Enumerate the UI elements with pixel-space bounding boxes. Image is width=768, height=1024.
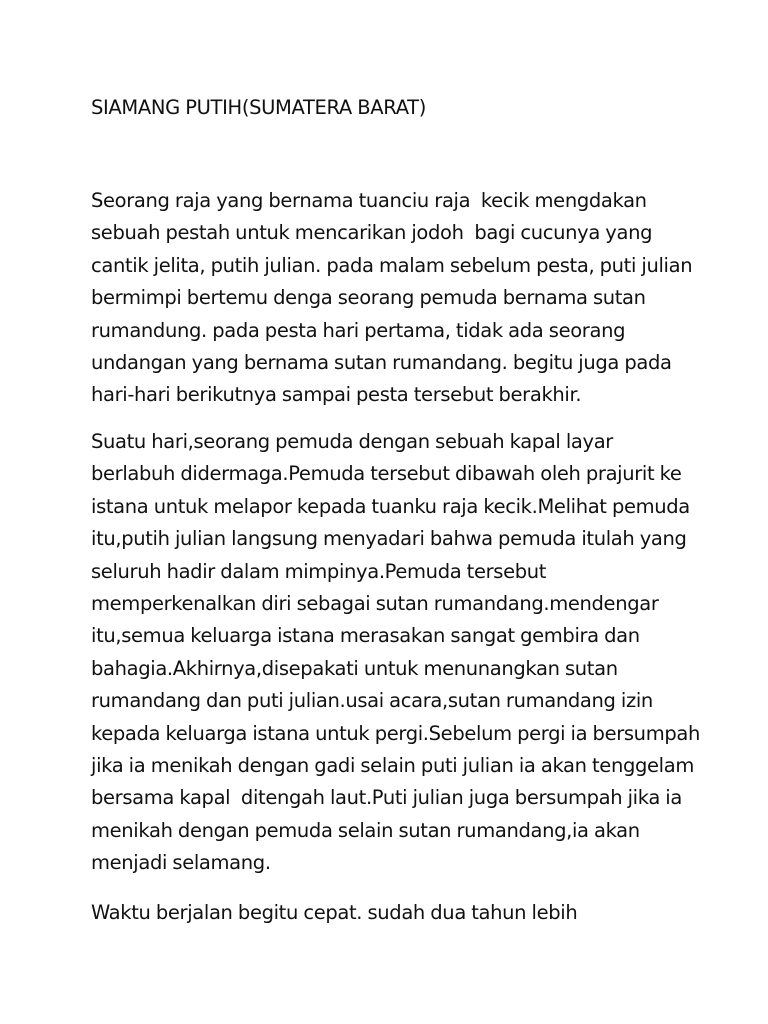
text-line: menikah dengan pemuda selain sutan rumandang,ia akan [91, 818, 640, 842]
text-line: memperkenalkan diri sebagai sutan rumandang.mendengar [91, 592, 659, 616]
text-line: itu,putih julian langsung menyadari bahwa pemuda itulah yang [91, 527, 687, 551]
text-line: berlabuh didermaga.Pemuda tersebut dibawah oleh prajurit ke [91, 462, 682, 486]
text-line: hari-hari berikutnya sampai pesta tersebut berakhir. [91, 383, 582, 407]
paragraph-1 [91, 185, 691, 412]
text-line: jika ia menikah dengan gadi selain puti julian ia akan tenggelam [91, 754, 694, 778]
text-line: rumandang dan puti julian.usai acara,sutan rumandang izin [91, 689, 653, 713]
text-line: menjadi selamang. [91, 851, 271, 875]
text-line: Waktu berjalan begitu cepat. sudah dua tahun lebih [91, 901, 578, 924]
text-line: Seorang raja yang bernama tuanciu raja kecik mengdakan [91, 189, 647, 212]
text-line: undangan yang bernama sutan rumandang. begitu juga pada [91, 351, 672, 375]
text-line: cantik jelita, putih julian. pada malam sebelum pesta, puti julian [91, 253, 693, 277]
text-line: sebuah pestah untuk mencarikan jodoh bagi cucunya yang [91, 221, 653, 245]
text-line: itu,semua keluarga istana merasakan sangat gembira dan [91, 624, 640, 648]
text-line: kepada keluarga istana untuk pergi.Sebelum pergi ia bersumpah [91, 721, 700, 745]
document-title: SIAMANG PUTIH(SUMATERA BARAT) [91, 96, 426, 119]
text-line: bermimpi bertemu denga seorang pemuda bernama sutan [91, 286, 646, 310]
text-line: rumandung. pada pesta hari pertama, tidak ada seorang [91, 318, 626, 342]
text-line: istana untuk melapor kepada tuanku raja kecik.Melihat pemuda [91, 494, 690, 518]
text-line: seluruh hadir dalam mimpinya.Pemuda tersebut [91, 559, 547, 583]
paragraph-2 [91, 426, 700, 880]
text-line: bahagia.Akhirnya,disepakati untuk menunangkan sutan [91, 656, 618, 680]
text-line: bersama kapal ditengah laut.Puti julian juga bersumpah jika ia [91, 786, 682, 810]
text-line: Suatu hari,seorang pemuda dengan sebuah kapal layar [91, 430, 613, 453]
paragraph-3 [91, 897, 691, 929]
